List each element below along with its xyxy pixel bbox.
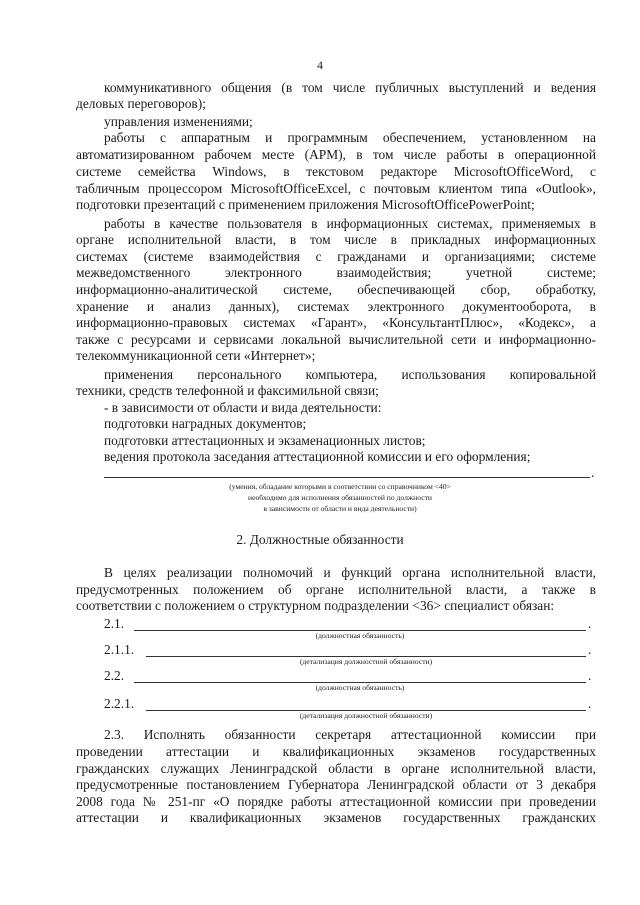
skills-caption-line: (умения, обладание которыми в соответствии со справочником <40> <box>229 482 451 491</box>
text-line: применения персонального компьютера, использования копировальной <box>104 367 596 382</box>
text-line: 2008 года № 251-пг «О порядке работы аттестационной комиссии при проведении <box>76 794 596 809</box>
skills-caption-line: необходимо для исполнения обязанностей по должности <box>248 493 432 502</box>
duty-end-mark: . <box>588 642 592 657</box>
text-line: деловых переговоров); <box>76 96 206 111</box>
duty-number: 2.1.1. <box>104 642 135 657</box>
text-line: коммуникативного общения (в том числе публичных выступлений и ведения <box>104 80 596 95</box>
duty-number: 2.2.1. <box>104 696 135 711</box>
text-line: - в зависимости от области и вида деятельности: <box>104 400 382 415</box>
text-line: системах (системе взаимодействия с гражданами и организациями; системе <box>76 249 596 264</box>
skills-end-mark: . <box>591 465 595 480</box>
page-number: 4 <box>317 58 323 72</box>
text-line: информационно-правовых системах «Гарант», «КонсультантПлюс», «Кодекс», а <box>76 315 596 330</box>
text-line: системе семейства Windows, в текстовом редакторе MicrosoftOfficeWord, с <box>76 164 596 179</box>
skills-fill-line[interactable] <box>104 477 590 478</box>
duty-number: 2.2. <box>104 668 125 683</box>
text-line: также с ресурсами и сервисами локальной вычислительной сети и информационно- <box>76 332 596 347</box>
text-line: подготовки презентаций с применением приложения MicrosoftOfficePowerPoint; <box>76 197 535 212</box>
text-line: работы в качестве пользователя в информационных системах, применяемых в <box>104 216 596 231</box>
duty-number: 2.1. <box>104 616 125 631</box>
duty-end-mark: . <box>588 696 592 711</box>
text-line: хранение и анализ данных), системах электронного документооборота, в <box>76 299 596 314</box>
duty-caption: (детализация должностной обязанности) <box>299 657 433 666</box>
text-line: В целях реализации полномочий и функций органа исполнительной власти, <box>104 565 596 580</box>
text-line: техники, средств телефонной и факсимильной связи; <box>76 383 379 398</box>
text-line: соответствии с положением о структурном подразделении <36> специалист обязан: <box>76 598 555 613</box>
skills-caption-line: в зависимости от области и вида деятельности) <box>263 504 417 513</box>
text-line: телекоммуникационной сети «Интернет»; <box>76 348 316 363</box>
section-heading: 2. Должностные обязанности <box>236 532 404 547</box>
text-line: информационно-аналитической системе, обеспечивающей сбор, обработку, <box>76 282 596 297</box>
text-line: автоматизированном рабочем месте (АРМ), в том числе работы в операционной <box>76 147 596 162</box>
text-line: управления изменениями; <box>104 114 253 129</box>
duty-end-mark: . <box>588 668 592 683</box>
text-line: гражданских служащих Ленинградской области в органе исполнительной власти, <box>76 761 596 776</box>
text-line: предусмотренные постановлением Губернатора Ленинградской области от 3 декабря <box>76 777 596 792</box>
text-line: проведении аттестации и квалификационных экзаменов государственных <box>76 744 596 759</box>
text-line: работы с аппаратным и программным обеспечением, установленном на <box>104 130 596 145</box>
text-line: ведения протокола заседания аттестационной комиссии и его оформления; <box>104 449 531 464</box>
text-line: аттестации и квалификационных экзаменов государственных гражданских <box>76 810 596 825</box>
duty-caption: (должностная обязанность) <box>315 683 405 692</box>
duty-caption: (должностная обязанность) <box>315 631 405 640</box>
duty-caption: (детализация должностной обязанности) <box>299 711 433 720</box>
text-line: межведомственного электронного взаимодействия; учетной системе; <box>76 265 596 280</box>
text-line: подготовки аттестационных и экзаменационных листов; <box>104 433 426 448</box>
duty-end-mark: . <box>588 616 592 631</box>
text-line: табличным процессором MicrosoftOfficeExcel, с почтовым клиентом типа «Outlook», <box>76 181 596 196</box>
text-line: органе исполнительной власти, в том числе в прикладных информационных <box>76 232 596 247</box>
text-line: предусмотренных положением об органе исполнительной власти, а также в <box>76 582 596 597</box>
text-line: 2.3. Исполнять обязанности секретаря аттестационной комиссии при <box>104 727 596 742</box>
text-line: подготовки наградных документов; <box>104 416 307 431</box>
